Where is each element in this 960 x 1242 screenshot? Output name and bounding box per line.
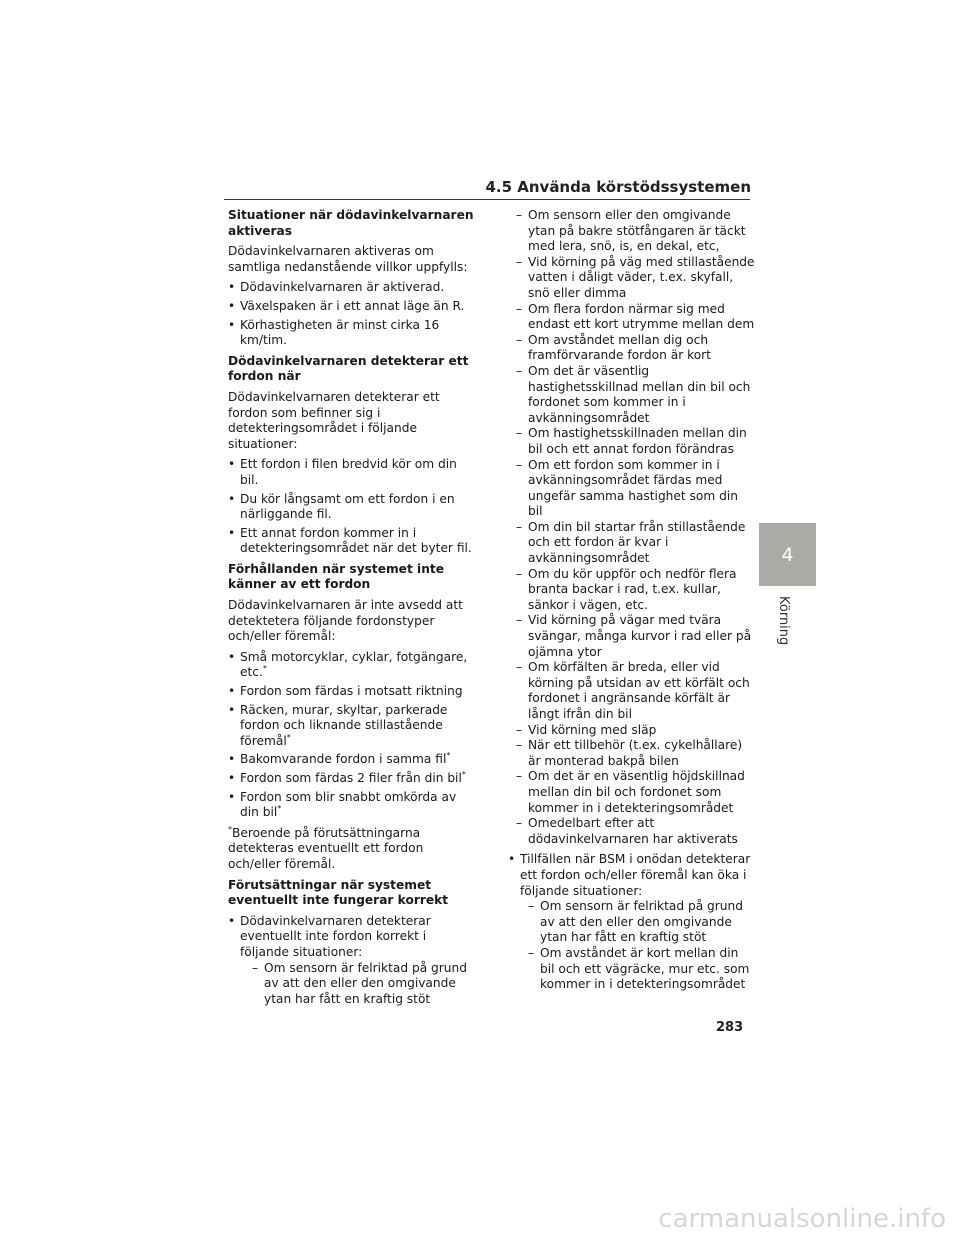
chapter-number: 4 [781,543,794,566]
sublist-item: – Om du kör uppför och nedför flera branta backar i rad, t.ex. kullar, sänkor i vägen, etc. [516,567,756,614]
footnote-marker: * [277,804,282,814]
section-title-detection: Dödavinkelvarnaren detekterar ett fordon när [228,353,469,384]
sublist-item: – Om hastighetsskillnaden mellan din bil och ett annat fordon förändras [516,426,756,457]
sublist-item: – Vid körning på vägar med tvära svängar, många kurvor i rad eller på ojämna ytor [516,613,756,660]
watermark: carmanualsonline.info [658,1204,946,1234]
sublist-item: – Om det är väsentlig hastighetsskillnad mellan din bil och fordonet som kommer in i avkänningsområdet [516,364,756,426]
list-item: • Bakomvarande fordon i samma fil* [228,752,476,768]
footnote-marker: * [446,751,451,761]
malfunction-list [228,914,476,1008]
activation-conditions-list [228,280,476,348]
sublist-item: – När ett tillbehör (t.ex. cykelhållare) är monterad bakpå bilen [516,738,756,769]
chapter-label: Körning [776,596,791,646]
list-item: • Små motorcyklar, cyklar, fotgängare, etc.* [228,650,476,681]
page-number: 283 [716,1020,744,1035]
activation-intro: Dödavinkelvarnaren aktiveras om samtliga nedanstående villkor uppfylls: [228,244,468,274]
sublist-item: – Om sensorn eller den omgivande ytan på bakre stötfångaren är täckt med lera, snö, is, en dekal, etc, [516,208,756,255]
list-item: • Fordon som blir snabbt omkörda av din bil* [228,790,476,821]
footnote: *Beroende på förutsättningarna detekteras eventuellt ett fordon och/eller föremål. [228,824,424,871]
sublist-item: – Om sensorn är felriktad på grund av att den eller den omgivande ytan har fått en kraftig stöt [528,899,756,946]
not-detected-list [228,650,476,821]
section-title-not-detected: Förhållanden när systemet inte känner av ett fordon [228,561,444,592]
sublist-item: – Om ett fordon som kommer in i avkänningsområdet färdas med ungefär samma hastighet som din bil [516,458,756,520]
list-item: • Ett annat fordon kommer in i detekteringsområdet när det byter fil. [228,526,476,557]
left-column [228,208,476,1012]
malfunction-sublist-continued [508,208,756,847]
footnote-marker: * [461,769,466,779]
list-item: • Ett fordon i filen bredvid kör om din bil. [228,457,476,488]
list-item: • Körhastigheten är minst cirka 16 km/tim. [228,318,476,349]
footnote-marker: * [286,732,291,742]
sublist-item: – Om din bil startar från stillastående och ett fordon är kvar i avkänningsområdet [516,520,756,567]
section-header-title: 4.5 Använda körstödssystemen [485,178,751,196]
list-item: • Dödavinkelvarnaren detekterar eventuellt inte fordon korrekt i följande situationer: – Om sensorn är felriktad på grund av att den eller den omgivande ytan har fått en kraftig stöt [228,914,476,1008]
sublist-item: – Om sensorn är felriktad på grund av att den eller den omgivande ytan har fått en kraftig stöt [252,961,476,1008]
not-detected-intro: Dödavinkelvarnaren är inte avsedd att detektetera följande fordonstyper och/eller föremål: [228,598,463,644]
detection-situations-list [228,457,476,557]
unnecessary-detection-list [508,852,756,992]
header-divider [224,199,750,200]
list-item: • Fordon som färdas 2 filer från din bil* [228,771,476,787]
detection-intro: Dödavinkelvarnaren detekterar ett fordon som befinner sig i detekteringsområdet i följande situationer: [228,389,440,451]
sublist-item: – Omedelbart efter att dödavinkelvarnaren har aktiverats [516,816,756,847]
right-column [508,208,756,998]
sublist-item: – Om avståndet är kort mellan din bil och ett vägräcke, mur etc. som kommer in i detekteringsområdet [528,946,756,993]
unnecessary-detection-sublist [520,899,756,993]
sublist-item: – Om avståndet mellan dig och framförvarande fordon är kort [516,333,756,364]
section-title-malfunction: Förutsättningar när systemet eventuellt inte fungerar korrekt [228,877,449,908]
list-item: • Räcken, murar, skyltar, parkerade fordon och liknande stillastående föremål* [228,703,476,750]
malfunction-sublist [240,961,476,1008]
list-item: • Växelspaken är i ett annat läge än R. [228,299,476,315]
sublist-item: – Vid körning på väg med stillastående vatten i dåligt väder, t.ex. skyfall, snö eller dimma [516,255,756,302]
chapter-tab [759,523,816,586]
footnote-marker: * [262,664,267,674]
list-item: • Fordon som färdas i motsatt riktning [228,684,476,700]
list-item: • Tillfällen när BSM i onödan detekterar ett fordon och/eller föremål kan öka i följande situationer: – Om sensorn är felriktad på grund av att den eller den omgivande ytan har fått en kraftig stöt – Om avståndet är kort mellan din bil och ett vägräcke, mur etc. som kommer in i detekteringsområdet [508,852,756,992]
section-title-activation: Situationer när dödavinkelvarnaren aktiveras [228,208,474,238]
footnote-marker: * [228,824,232,834]
sublist-item: – Om körfälten är breda, eller vid körning på utsidan av ett körfält och fordonet i angränsande körfält är långt ifrån din bil [516,660,756,722]
sublist-item: – Vid körning med släp [516,723,756,739]
sublist-item: – Om det är en väsentlig höjdskillnad mellan din bil och fordonet som kommer in i detekteringsområdet [516,769,756,816]
list-item: • Dödavinkelvarnaren är aktiverad. [228,280,476,296]
sublist-item: – Om flera fordon närmar sig med endast ett kort utrymme mellan dem [516,302,756,333]
list-item: • Du kör långsamt om ett fordon i en närliggande fil. [228,492,476,523]
